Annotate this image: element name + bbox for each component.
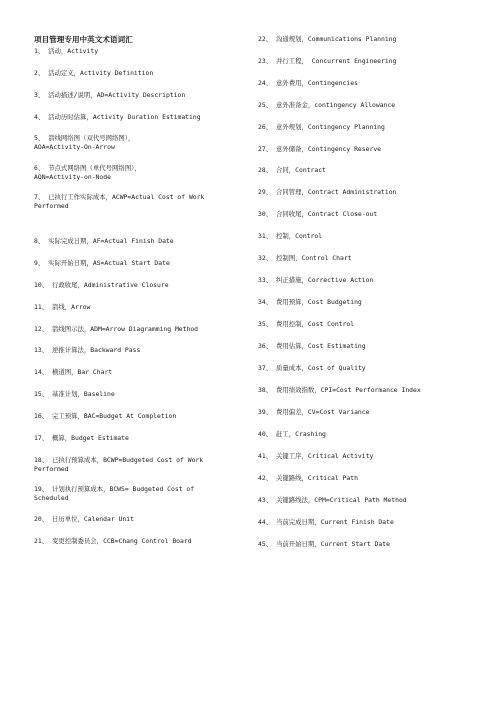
term-number: 3、 (34, 91, 45, 99)
term-text: 当前完成日期，Current Finish Date (275, 518, 394, 526)
term-number: 23、 (258, 57, 273, 65)
term-text: 箭线图示法，ADM=Arrow Diagramming Method (51, 325, 199, 333)
term-number: 31、 (258, 232, 273, 240)
term-text: 并行工程， Concurrent Engineering (275, 57, 397, 65)
term-entry (258, 364, 366, 373)
term-text: 沟通规划，Communications Planning (275, 35, 397, 43)
term-number: 32、 (258, 254, 273, 262)
term-number: 34、 (258, 298, 273, 306)
term-entry (258, 496, 407, 505)
term-entry (34, 303, 90, 312)
term-number: 12、 (34, 325, 49, 333)
term-entry (34, 164, 141, 182)
term-text: 意外储备，Contingency Reserve (275, 145, 382, 153)
term-number: 1、 (34, 47, 45, 55)
term-text: 费用偏差，CV=Cost Variance (275, 408, 370, 416)
term-entry (34, 193, 204, 211)
term-text: 关键路线，Critical Path (275, 474, 358, 482)
term-number: 33、 (258, 276, 273, 284)
term-text: 活动描述/说明，AD=Activity Description (48, 91, 186, 99)
term-text: 实际完成日期，AF=Actual Finish Date (48, 237, 174, 245)
term-number: 22、 (258, 35, 273, 43)
term-entry (258, 101, 395, 110)
term-entry (258, 408, 369, 417)
term-text: 计划执行预算成本，BCWS= Budgeted Cost of Scheduled (34, 485, 195, 502)
term-text: 费用控制，Cost Control (275, 320, 355, 328)
term-entry (34, 325, 198, 334)
term-number: 14、 (34, 368, 49, 376)
term-number: 42、 (258, 474, 273, 482)
term-number: 40、 (258, 430, 273, 438)
left-column (34, 34, 248, 545)
term-number: 13、 (34, 346, 49, 354)
term-text: 箭线，Arrow (51, 303, 91, 311)
term-number: 28、 (258, 166, 273, 174)
term-number: 7、 (34, 193, 45, 201)
term-text: 当前开始日期，Current Start Date (275, 540, 390, 548)
term-number: 45、 (258, 540, 273, 548)
term-entry (34, 259, 170, 268)
term-entry (258, 386, 421, 395)
term-text: 已执行工作实际成本，ACWP=Actual Cost of Work Performed (34, 193, 205, 210)
term-text: 日历单位，Calendar Unit (51, 515, 134, 523)
term-text: 完工预算，BAC=Budget At Completion (51, 412, 177, 420)
term-text: 节点式网络图（单代号网络图）， AON=Activity-on-Node (34, 164, 141, 181)
term-number: 6、 (34, 164, 45, 172)
term-entry (34, 412, 176, 421)
term-entry (258, 232, 322, 241)
term-entry (34, 485, 194, 503)
term-number: 24、 (258, 79, 273, 87)
term-number: 37、 (258, 364, 273, 372)
term-number: 9、 (34, 259, 45, 267)
term-number: 20、 (34, 515, 49, 523)
term-entry (34, 47, 98, 56)
term-number: 18、 (34, 456, 49, 464)
term-number: 2、 (34, 69, 45, 77)
term-number: 41、 (258, 452, 273, 460)
term-entry (258, 474, 358, 483)
term-text: 实际开始日期，AS=Actual Start Date (48, 259, 170, 267)
term-text: 活动，Activity (48, 47, 99, 55)
term-text: 控制图，Control Chart (275, 254, 352, 262)
term-entry (34, 390, 115, 399)
term-number: 4、 (34, 113, 45, 121)
term-number: 29、 (258, 188, 273, 196)
term-text: 行政收尾，Administrative Closure (51, 281, 169, 289)
term-number: 10、 (34, 281, 49, 289)
term-number: 36、 (258, 342, 273, 350)
term-entry (34, 346, 140, 355)
document-title: 项目管理专用中英文术语词汇 (34, 35, 133, 44)
term-text: 横道图，Bar Chart (51, 368, 113, 376)
term-entry (34, 91, 185, 100)
term-text: 意外准备金，contingency Allowance (275, 101, 396, 109)
term-entry (258, 35, 396, 44)
term-number: 30、 (258, 210, 273, 218)
term-entry (258, 276, 373, 285)
term-text: 意外费用，Contingencies (275, 79, 358, 87)
term-entry (258, 57, 396, 66)
term-number: 26、 (258, 123, 273, 131)
term-entry (258, 166, 326, 175)
term-text: 变更控制委员会，CCB=Chang Control Board (51, 537, 192, 545)
term-text: 已执行预算成本，BCWP=Budgeted Cost of Work Performed (34, 456, 204, 473)
term-text: 基准计划，Baseline (51, 390, 115, 398)
term-text: 费用估算，Cost Estimating (275, 342, 366, 350)
term-entry (258, 298, 362, 307)
term-number: 27、 (258, 145, 273, 153)
term-text: 赶工，Crashing (275, 430, 326, 438)
term-number: 39、 (258, 408, 273, 416)
term-number: 21、 (34, 537, 49, 545)
term-number: 43、 (258, 496, 273, 504)
term-number: 8、 (34, 237, 45, 245)
term-text: 概算，Budget Estimate (51, 434, 129, 442)
term-entry (34, 368, 112, 377)
term-text: 纠正措施，Corrective Action (275, 276, 374, 284)
term-text: 合同，Contract (275, 166, 326, 174)
term-entry (34, 69, 153, 78)
term-entry (34, 237, 174, 246)
term-entry (34, 134, 134, 152)
term-text: 费用预算，Cost Budgeting (275, 298, 362, 306)
term-entry (258, 210, 377, 219)
term-entry (258, 123, 385, 132)
term-number: 38、 (258, 386, 273, 394)
term-entry (258, 79, 358, 88)
term-text: 质量成本，Cost of Quality (275, 364, 366, 372)
term-entry (258, 145, 381, 154)
term-text: 意外规划，Contingency Planning (275, 123, 385, 131)
term-number: 5、 (34, 134, 45, 142)
term-entry (34, 537, 192, 546)
term-entry (34, 515, 134, 524)
term-number: 35、 (258, 320, 273, 328)
term-entry (258, 254, 352, 263)
term-text: 合同收尾，Contract Close-out (275, 210, 378, 218)
term-entry (258, 320, 354, 329)
term-entry (34, 113, 201, 122)
term-text: 箭线网络图（双代号网络图）， AOA=Activity-On-Arrow (34, 134, 135, 151)
term-text: 合同管理，Contract Administration (275, 188, 397, 196)
term-text: 活动定义，Activity Definition (48, 69, 154, 77)
term-number: 16、 (34, 412, 49, 420)
term-entry (258, 540, 390, 549)
term-entry (34, 456, 203, 474)
term-entry (34, 434, 129, 443)
term-number: 15、 (34, 390, 49, 398)
term-text: 费用绩效指数，CPI=Cost Performance Index (275, 386, 421, 394)
term-entry (258, 188, 396, 197)
term-text: 控制，Control (275, 232, 323, 240)
term-text: 逆推计算法，Backward Pass (51, 346, 141, 354)
term-number: 11、 (34, 303, 49, 311)
term-entry (258, 452, 373, 461)
term-number: 25、 (258, 101, 273, 109)
term-text: 关键路线法，CPM=Critical Path Method (275, 496, 407, 504)
term-number: 17、 (34, 434, 49, 442)
term-text: 关键工序，Critical Activity (275, 452, 374, 460)
term-number: 44、 (258, 518, 273, 526)
term-entry (258, 430, 326, 439)
term-entry (258, 342, 366, 351)
term-entry (34, 281, 169, 290)
term-text: 活动历时估算，Activity Duration Estimating (48, 113, 201, 121)
term-entry (258, 518, 394, 527)
term-number: 19、 (34, 485, 49, 493)
